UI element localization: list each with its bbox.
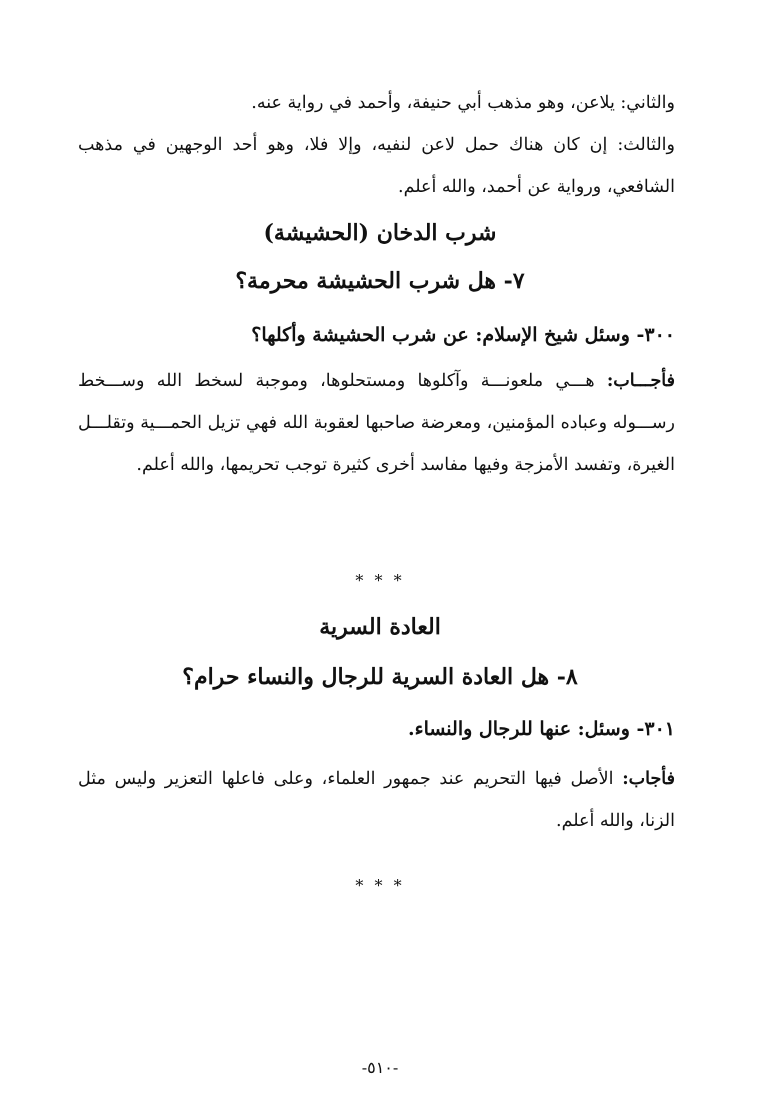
section2-item-label: ٣٠١- وسئل: عنها للرجال والنساء. xyxy=(408,718,675,740)
section2-answer-lead: فأجاب: xyxy=(622,769,675,789)
section1-answer xyxy=(78,360,675,486)
section1-title: شرب الدخان (الحشيشة) xyxy=(263,220,497,246)
separator-stars-2: * * * xyxy=(355,876,405,895)
separator-stars: * * * xyxy=(355,571,405,590)
section2-question: ٨- هل العادة السرية للرجال والنساء حرام؟ xyxy=(182,664,578,690)
intro-third-view: والثالث: إن كان هناك حمل لاعن لنفيه، وإلا فلا، وهو أحد الوجهين في مذهب الشافعي، ورواية عن أحمد، والله أعلم. xyxy=(78,135,675,197)
section1-question: ٧- هل شرب الحشيشة محرمة؟ xyxy=(235,268,525,294)
section1-answer-lead: فأجـــاب: xyxy=(606,371,675,391)
page-number: -٥١٠- xyxy=(361,1058,399,1077)
section2-answer-text: الأصل فيها التحريم عند جمهور العلماء، وعلى فاعلها التعزير وليس مثل الزنا، والله أعلم. xyxy=(78,769,675,831)
section2-answer xyxy=(78,758,675,842)
section1-item-label: ٣٠٠- وسئل شيخ الإسلام: عن شرب الحشيشة وأكلها؟ xyxy=(251,324,675,346)
intro-second-view: والثاني: يلاعن، وهو مذهب أبي حنيفة، وأحمد في رواية عنه. xyxy=(251,93,675,113)
section2-title: العادة السرية xyxy=(319,614,441,640)
section1-answer-text: هـــي ملعونـــة وآكلوها ومستحلوها، وموجبة لسخط الله وســـخط رســـوله وعباده المؤمنين، ومعرضة صاحبها لعقوبة الله فهي تزيل الحمـــية وتقلـــل الغيرة، وتفسد الأمزجة وفيها مفاسد أخرى كثيرة توجب تحريمها، والله أعلم. xyxy=(78,371,675,475)
